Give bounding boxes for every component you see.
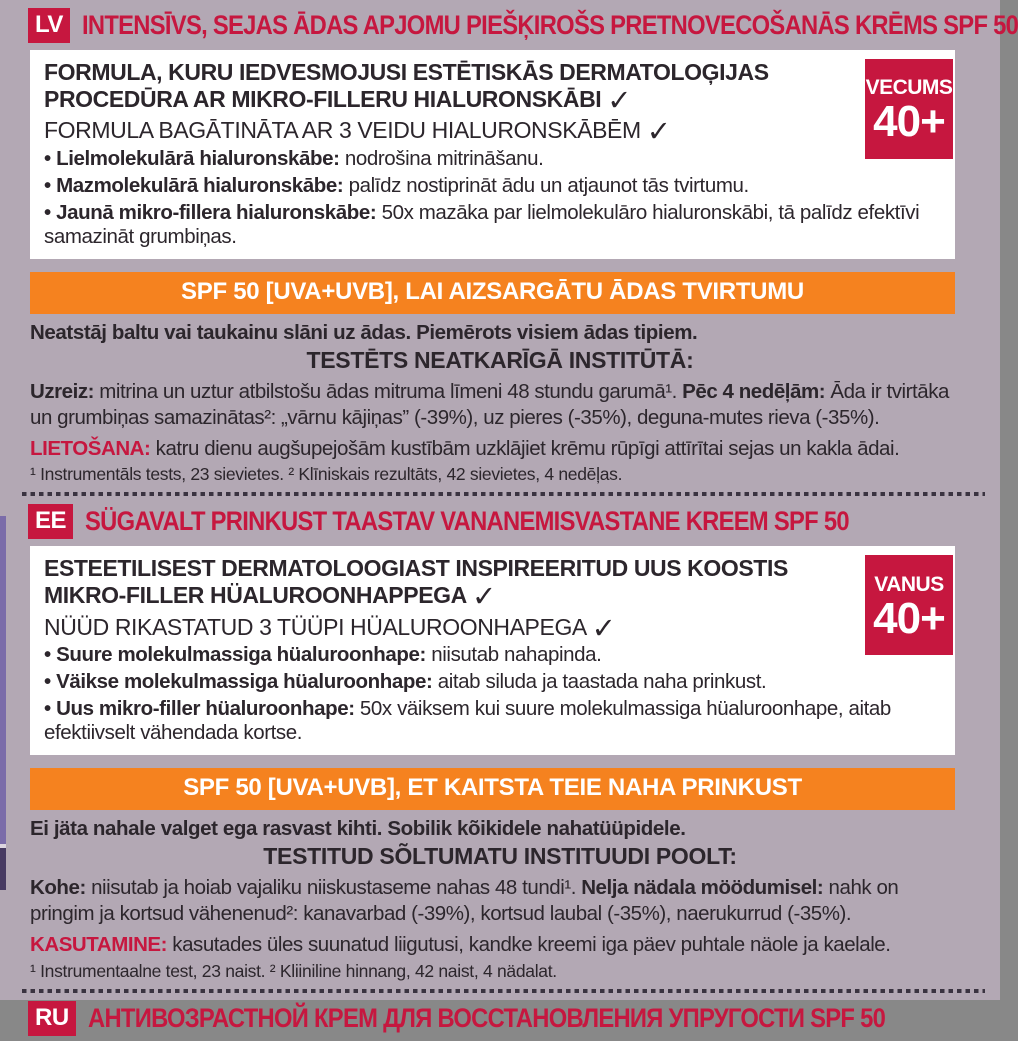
lv-age-badge-value: 40+ xyxy=(873,97,945,147)
ee-skin-note: Ei jäta nahale valget ega rasvast kihti. Sobilik kõikidele nahatüüpidele. xyxy=(30,817,686,841)
lv-results-immediate-label: Uzreiz: xyxy=(30,379,95,403)
lv-bullet-2 xyxy=(44,174,941,198)
lv-results-after-text: Āda ir tvirtāka un grumbiņas samazinātas²: „vārnu kājiņas” (-39%), uz pieres (-35%), deguna-mutes rieva (-35%). xyxy=(30,379,949,429)
ee-formula-subline xyxy=(44,612,864,645)
lv-results-immediate-text: mitrina un uztur atbilstošu ādas mitruma līmeni 48 stundu garumā¹. xyxy=(94,379,683,403)
checkmark-icon: ✓ xyxy=(646,116,671,149)
lv-bullet-1-label: • Lielmolekulārā hialuronskābe: xyxy=(44,147,340,171)
lv-spf-banner: SPF 50 [UVA+UVB], LAI AIZSARGĀTU ĀDAS TVIRTUMU xyxy=(30,272,955,314)
ee-bullet-2-label: • Väikse molekulmassiga hüaluroonhape: xyxy=(44,670,433,694)
ee-bullet-1-label: • Suure molekulmassiga hüaluroonhape: xyxy=(44,643,426,667)
lv-tested-heading: TESTĒTS NEATKARĪGĀ INSTITŪTĀ: xyxy=(306,346,694,373)
lv-formula-box xyxy=(30,50,955,259)
lv-formula-line2: PROCEDŪRA AR MIKRO-FILLERU HIALURONSKĀBI xyxy=(44,85,602,112)
lv-language-badge: LV xyxy=(28,8,70,43)
lv-bullet-1-text: nodrošina mitrināšanu. xyxy=(339,147,544,171)
lv-bullet-3 xyxy=(44,201,941,249)
ee-bullet-3-text: 50x väiksem kui suure molekulmassiga hüaluroonhape, aitab efektiivselt vähendada kortse. xyxy=(44,697,891,745)
checkmark-icon: ✓ xyxy=(471,581,496,614)
lv-usage-label: LIETOŠANA: xyxy=(30,436,151,460)
lv-age-badge-label: VECUMS xyxy=(865,76,953,100)
lv-title: INTENSĪVS, SEJAS ĀDAS APJOMU PIEŠĶIROŠS PRETNOVECOŠANĀS KRĒMS SPF 50 xyxy=(81,10,1018,40)
lv-footnote: ¹ Instrumentāls tests, 23 sievietes. ² Klīniskais rezultāts, 42 sievietes, 4 nedēļas. xyxy=(30,464,623,485)
ee-results xyxy=(30,875,962,927)
ee-formula-line2: MIKRO-FILLER HÜALUROONHAPPEGA xyxy=(44,582,466,609)
lv-bullet-3-label: • Jaunā mikro-fillera hialuronskābe: xyxy=(44,200,377,224)
checkmark-icon: ✓ xyxy=(607,84,632,117)
ee-results-immediate-text: niisutab ja hoiab vajaliku niiskustaseme nahas 48 tundi¹. xyxy=(85,876,582,900)
left-spine-decoration xyxy=(0,516,6,890)
ru-title: АНТИВОЗРАСТНОЙ КРЕМ ДЛЯ ВОССТАНОВЛЕНИЯ УПРУГОСТИ SPF 50 xyxy=(87,1002,885,1033)
ee-spf-banner: SPF 50 [UVA+UVB], ET KAITSTA TEIE NAHA PRINKUST xyxy=(30,768,955,810)
ee-usage-label: KASUTAMINE: xyxy=(30,933,168,957)
ee-title: SÜGAVALT PRINKUST TAASTAV VANANEMISVASTANE KREEM SPF 50 xyxy=(85,506,849,537)
ee-header xyxy=(0,496,1000,544)
lv-usage xyxy=(30,436,962,462)
lv-usage-text: katru dienu augšupejošām kustībām uzklājiet krēmu rūpīgi attīrītai sejas un kakla ādai. xyxy=(150,436,900,460)
lv-formula-line1: FORMULA, KURU IEDVESMOJUSI ESTĒTISKĀS DERMATOLOĢIJAS xyxy=(44,59,769,85)
ee-results-after-label: Nelja nädala möödumisel: xyxy=(581,876,824,900)
lv-age-badge xyxy=(865,59,953,159)
ee-bullet-2-text: aitab siluda ja taastada naha prinkust. xyxy=(432,670,767,694)
ee-formula-box xyxy=(30,546,955,755)
lv-formula-headline xyxy=(44,59,864,117)
ee-tested-heading: TESTITUD SÕLTUMATU INSTITUUDI POOLT: xyxy=(263,843,737,870)
ee-age-badge-label: VANUS xyxy=(874,572,944,596)
ee-formula-headline xyxy=(44,555,864,614)
ee-bullet-2 xyxy=(44,670,941,694)
ru-header xyxy=(0,993,1000,1041)
checkmark-icon: ✓ xyxy=(591,612,616,645)
ee-results-after-text: nahk on pringim ja kortsud vähenenud²: kanavarbad (-39%), kortsud laubal (-35%), naerukurrud (-35%). xyxy=(30,876,899,926)
ee-usage xyxy=(30,932,962,958)
lv-bullet-2-label: • Mazmolekulārā hialuronskābe: xyxy=(44,174,344,197)
lv-results-after-label: Pēc 4 nedēļām: xyxy=(682,379,826,403)
left-spine-bottom xyxy=(0,848,6,890)
ee-formula-line3: NÜÜD RIKASTATUD 3 TÜÜPI HÜALUROONHAPEGA xyxy=(44,613,586,640)
ee-bullet-3 xyxy=(44,697,941,745)
lv-bullet-1 xyxy=(44,147,941,171)
lv-results xyxy=(30,379,962,431)
ee-age-badge-value: 40+ xyxy=(873,593,945,643)
ee-footnote: ¹ Instrumentaalne test, 23 naist. ² Kliiniline hinnang, 42 naist, 4 nädalat. xyxy=(30,960,557,981)
lv-formula-line3: FORMULA BAGĀTINĀTA AR 3 VEIDU HIALURONSKĀBĒM xyxy=(44,117,641,144)
ee-bullet-1-text: niisutab nahapinda. xyxy=(425,643,602,667)
lv-formula-subline xyxy=(44,116,864,149)
ee-bullet-3-label: • Uus mikro-filler hüaluroonhape: xyxy=(44,697,355,721)
ee-usage-text: kasutades üles suunatud liigutusi, kandke kreemi iga päev puhtale näole ja kaelale. xyxy=(167,933,891,957)
ee-age-badge xyxy=(865,555,953,655)
left-spine-top xyxy=(0,516,6,844)
lv-header xyxy=(0,0,1018,48)
ee-formula-line1: ESTEETILISEST DERMATOLOOGIAST INSPIREERITUD UUS KOOSTIS xyxy=(44,555,788,582)
lv-bullet-2-text: palīdz nostiprināt ādu un atjaunot tās tvirtumu. xyxy=(343,174,749,197)
lv-skin-note: Neatstāj baltu vai taukainu slāni uz ādas. Piemērots visiem ādas tipiem. xyxy=(30,320,698,344)
ee-language-badge: EE xyxy=(28,504,73,539)
lv-bullet-3-text: 50x mazāka par lielmolekulāro hialuronskābi, tā palīdz efektīvi samazināt grumbiņas. xyxy=(44,200,920,248)
ee-bullet-1 xyxy=(44,643,941,667)
ru-language-badge: RU xyxy=(28,1001,76,1036)
ee-results-immediate-label: Kohe: xyxy=(30,876,86,900)
